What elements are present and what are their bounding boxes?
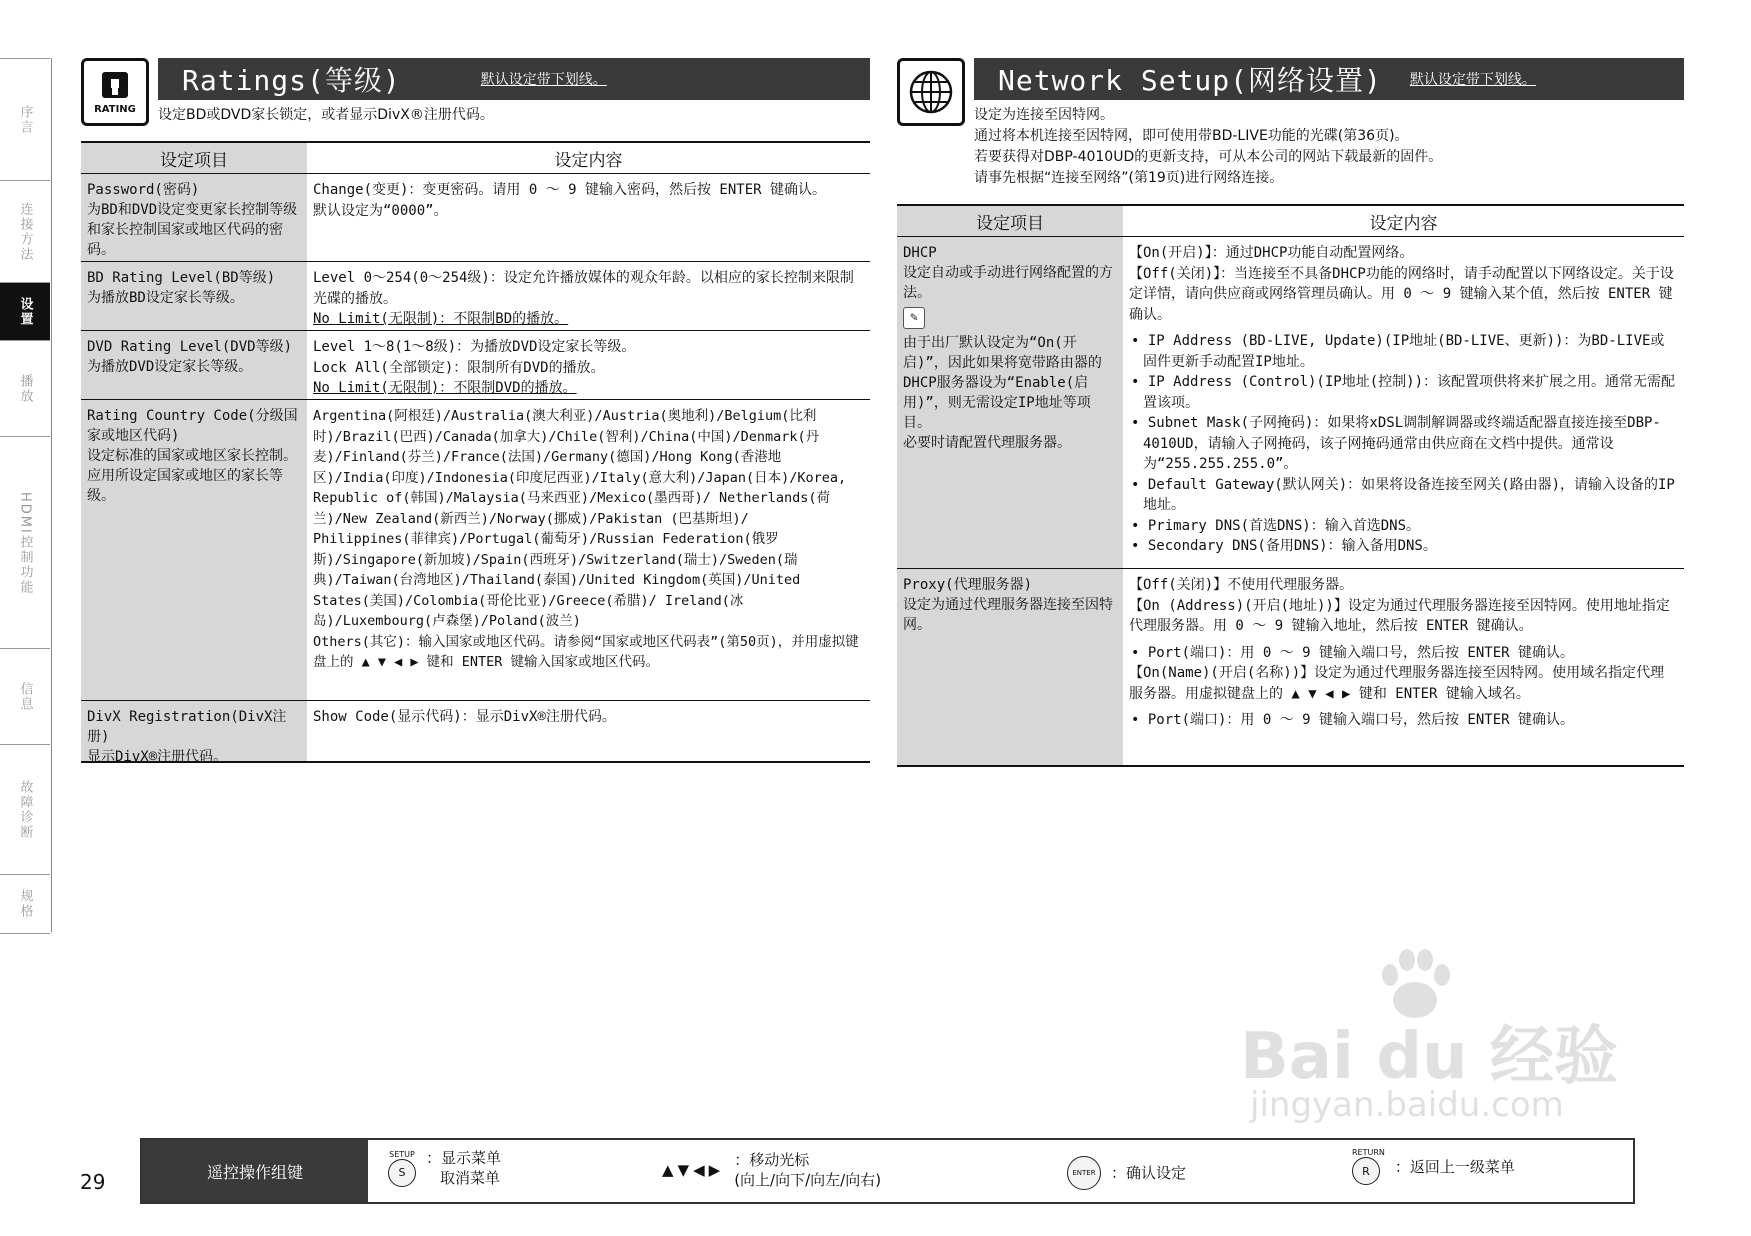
return-button-icon: R <box>1352 1157 1380 1185</box>
side-tab-connection[interactable]: 连接方法 <box>0 180 50 283</box>
table-row: Rating Country Code(分级国家或地区代码) 设定标准的国家或地区家长控制。 应用所设定国家或地区的家长等级。 Argentina(阿根廷)/Australia(澳大利亚)/Austria(奥地利)/Belgium(比利时)/Brazil(巴西)/Canada(加拿大)/Chile(智利)/China(中国)/Denmark(丹麦)/Finland(芬兰)/France(法国)/Germany(德国)/Hong Kong(香港地区)/India(印度)/Indonesia(印度尼西亚)/Italy(意大利)/Japan(日本)/Korea, Republic of(韩国)/Malaysia(马来西亚)/Mexico(墨西哥)/ Netherlands(荷兰)/New Zealand(新西兰)/Norway(挪威)/Pakistan (巴基斯坦)/ Philippines(菲律宾)/Portugal(葡萄牙)/Russian Federation(俄罗斯)/Singapore(新加坡)/Spain(西班牙)/Switzerland(瑞士)/Sweden(瑞典)/Taiwan(台湾地区)/Thailand(泰国)/United Kingdom(英国)/United States(美国)/Colombia(哥伦比亚)/Greece(希腊)/ Ireland(冰岛)/Luxembourg(卢森堡)/Poland(波兰) Others(其它)：输入国家或地区代码。请参阅“国家或地区代码表”(第50页)，并用虚拟键盘上的 ▲ ▼ ◀ ▶ 键和 ENTER 键输入国家或地区代码。 <box>81 400 870 701</box>
network-title: Network Setup(网络设置) <box>998 64 1382 97</box>
footer-title: 遥控操作组键 <box>142 1140 368 1202</box>
table-row: DVD Rating Level(DVD等级) 为播放DVD设定家长等级。 Level 1～8(1～8级)：为播放DVD设定家长等级。 Lock All(全部锁定)：限制所有DVD的播放。 No Limit(无限制)：不限制DVD的播放。 <box>81 331 870 400</box>
ratings-col-item: 设定项目 <box>81 143 307 173</box>
page-number: 29 <box>80 1170 106 1194</box>
side-tab-playback[interactable]: 播放 <box>0 340 50 437</box>
arrow-down-icon: ▼ <box>677 1161 690 1179</box>
remote-control-footer <box>140 1138 1635 1204</box>
arrow-left-icon: ◀ <box>693 1161 705 1179</box>
table-row: DHCP 设定自动或手动进行网络配置的方法。 ✎ 由于出厂默认设定为“On(开启)”，因此如果将宽带路由器的DHCP服务器设为“Enable(启用)”，则无需设定IP地址等项目。 必要时请配置代理服务器。 【On(开启)】：通过DHCP功能自动配置网络。 【Off(关闭)】：当连接至不具备DHCP功能的网络时，请手动配置以下网络设定。关于设定详情，请向供应商或网络管理员确认。用 0 ～ 9 键输入某个值，然后按 ENTER 键确认。 • IP Address (BD-LIVE, Update)(IP地址(BD-LIVE、更新))：为BD-LIVE或固件更新手动配置IP地址。 • IP Address (Control)(IP地址(控制))：该配置项供将来扩展之用。通常无需配置该项。 • Subnet Mask(子网掩码)：如果将xDSL调制解调器或终端适配器直接连接至DBP-4010UD，请输入子网掩码，该子网掩码通常由供应商在文档中提供。通常设为“255.255.255.0”。 • Default Gateway(默认网关)：如果将设备连接至网关(路由器)，请输入设备的IP地址。 • Primary DNS(首选DNS)：输入首选DNS。 • Secondary DNS(备用DNS)：输入备用DNS。 <box>897 237 1684 569</box>
side-tab-setup[interactable]: 设置 <box>0 282 50 341</box>
return-key-legend: RETURN R ：返回上一级菜单 <box>1352 1148 1515 1185</box>
ratings-intro: 设定BD或DVD家长锁定，或者显示DivX®注册代码。 <box>158 107 494 123</box>
enter-key-legend: ENTER ：确认设定 <box>1067 1156 1186 1190</box>
ratings-title: Ratings(等级) <box>182 64 401 97</box>
pencil-note-icon: ✎ <box>903 307 925 329</box>
network-intro: 设定为连接至因特网。 通过将本机连接至因特网，即可使用带BD-LIVE功能的光碟(第36页)。 若要获得对DBP-4010UD的更新支持，可从本公司的网站下载最新的固件。 请事先根据“连接至网络”(第19页)进行网络连接。 <box>974 107 1443 186</box>
side-tab-troubleshoot[interactable]: 故障诊断 <box>0 744 50 875</box>
rating-lock-icon: RATING <box>81 58 149 126</box>
arrow-up-icon: ▲ <box>662 1161 674 1179</box>
setup-key-legend: SETUP S ：显示菜单 取消菜单 <box>389 1149 502 1187</box>
enter-button-icon: ENTER <box>1067 1156 1101 1190</box>
side-tab-bar <box>0 58 52 932</box>
table-row: DivX Registration(DivX注册) 显示DivX®注册代码。 Show Code(显示代码)：显示DivX®注册代码。 <box>81 701 870 761</box>
table-row: Proxy(代理服务器) 设定为通过代理服务器连接至因特网。 【Off(关闭)】不使用代理服务器。 【On (Address)(开启(地址))】设定为通过代理服务器连接至因特网。使用地址指定代理服务器。用 0 ～ 9 键输入地址，然后按 ENTER 键确认。 • Port(端口)：用 0 ～ 9 键输入端口号，然后按 ENTER 键确认。 【On(Name)(开启(名称))】设定为通过代理服务器连接至因特网。使用域名指定代理服务器。用虚拟键盘上的 ▲ ▼ ◀ ▶ 键和 ENTER 键输入域名。 • Port(端口)：用 0 ～ 9 键输入端口号，然后按 ENTER 键确认。 <box>897 569 1684 765</box>
network-col-item: 设定项目 <box>897 206 1123 236</box>
side-tab-hdmi[interactable]: HDMI控制功能 <box>0 436 50 649</box>
network-default-note: 默认设定带下划线。 <box>1409 72 1536 88</box>
cursor-key-legend: ▲ ▼ ◀ ▶ ：移动光标 (向上/向下/向左/向右) <box>662 1151 882 1189</box>
setup-button-icon: S <box>388 1159 416 1187</box>
ratings-default-note: 默认设定带下划线。 <box>480 72 607 88</box>
ratings-col-content: 设定内容 <box>554 150 623 171</box>
table-row: BD Rating Level(BD等级) 为播放BD设定家长等级。 Level 0～254(0～254级)：设定允许播放媒体的观众年龄。以相应的家长控制来限制光碟的播放。 No Limit(无限制)：不限制BD的播放。 <box>81 262 870 331</box>
ratings-header-bar <box>158 58 870 100</box>
baidu-watermark: Bai du 经验 jingyan.baidu.com <box>1240 985 1660 1105</box>
side-tab-specs[interactable]: 规格 <box>0 874 50 934</box>
table-row: Password(密码) 为BD和DVD设定变更家长控制等级和家长控制国家或地区代码的密码。 Change(变更)：变更密码。请用 0 ～ 9 键输入密码，然后按 ENTER 键确认。 默认设定为“0000”。 <box>81 174 870 262</box>
network-table <box>897 204 1684 767</box>
arrow-right-icon: ▶ <box>708 1161 721 1179</box>
side-tab-info[interactable]: 信息 <box>0 648 50 745</box>
ratings-table <box>81 141 870 763</box>
side-tab-preface[interactable]: 序言 <box>0 58 50 181</box>
network-header-bar <box>974 58 1684 100</box>
network-col-content: 设定内容 <box>1369 213 1438 234</box>
globe-icon <box>897 58 965 126</box>
